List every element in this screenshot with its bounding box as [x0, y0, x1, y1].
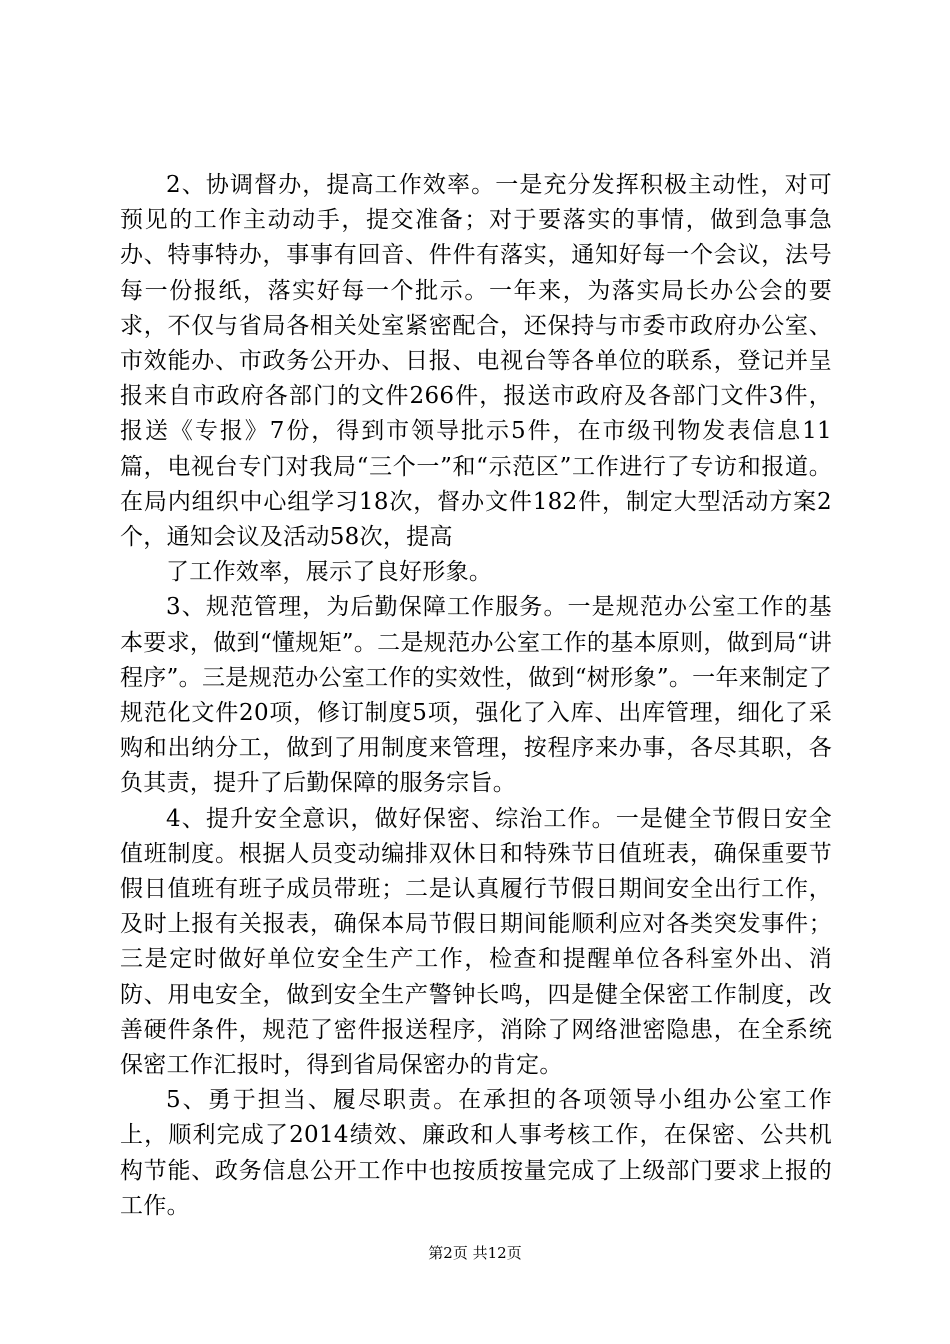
paragraph-continuation: 了工作效率，展示了良好形象。 [166, 559, 493, 586]
paragraph-security: 4、提升安全意识，做好保密、综治工作。一是健全节假日安全值班制度。根据人员变动编排双休日和特殊节日值班表，确保重要节假日值班有班子成员带班；二是认真履行节假日期间安全出行工作，及时上报有关报表，确保本局节假日期间能顺利应对各类突发事件；三是定时做好单位安全生产工作，检查和提醒单位各科室外出、消防、用电安全，做到安全生产警钟长鸣，四是健全保密工作制度，改善硬件条件，规范了密件报送程序，消除了网络泄密隐患，在全系统保密工作汇报时，得到省局保密办的肯定。 [120, 805, 832, 1079]
paragraph-management: 3、规范管理，为后勤保障工作服务。一是规范办公室工作的基本要求，做到“懂规矩”。二是规范办公室工作的基本原则，做到局“讲程序”。三是规范办公室工作的实效性，做到“树形象”。一年来制定了规范化文件20项，修订制度5项，强化了入库、出库管理，细化了采购和出纳分工，做到了用制度来管理，按程序来办事，各尽其职，各负其责，提升了后勤保障的服务宗旨。 [120, 594, 832, 797]
document-body [120, 168, 832, 1224]
page-number-footer: 第2页 共12页 [428, 1244, 522, 1262]
paragraph-coordination: 2、协调督办，提高工作效率。一是充分发挥积极主动性，对可预见的工作主动动手，提交准备；对于要落实的事情，做到急事急办、特事特办，事事有回音、件件有落实，通知好每一个会议，法号每一份报纸，落实好每一个批示。一年来，为落实局长办公会的要求，不仅与省局各相关处室紧密配合，还保持与市委市政府办公室、市效能办、市政务公开办、日报、电视台等各单位的联系，登记并呈报来自市政府各部门的文件266件，报送市政府及各部门文件3件，报送《专报》7份，得到市领导批示5件，在市级刊物发表信息11篇，电视台专门对我局“三个一”和“示范区”工作进行了专访和报道。在局内组织中心组学习18次，督办文件182件，制定大型活动方案2个，通知会议及活动58次，提高 [120, 172, 832, 551]
paragraph-responsibility: 5、勇于担当、履尽职责。在承担的各项领导小组办公室工作上，顺利完成了2014绩效、廉政和人事考核工作，在保密、公共机构节能、政务信息公开工作中也按质按量完成了上级部门要求上报的工作。 [120, 1087, 832, 1219]
